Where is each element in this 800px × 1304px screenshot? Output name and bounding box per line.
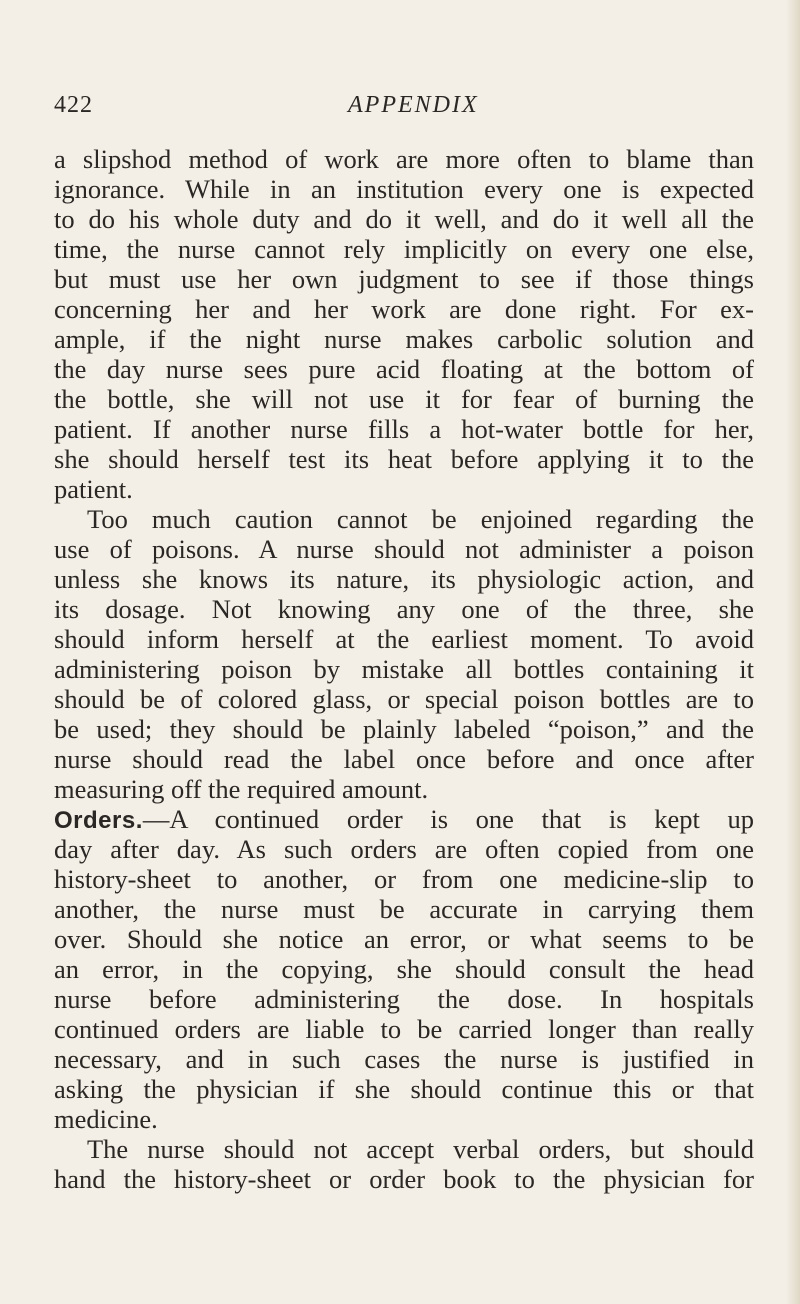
text-line: ignorance. While in an institution every one is expected bbox=[54, 174, 754, 204]
text-line: concerning her and her work are done right. For ex- bbox=[54, 294, 754, 324]
text-line: Too much caution cannot be enjoined regarding the bbox=[87, 504, 754, 534]
text-line: its dosage. Not knowing any one of the three, she bbox=[54, 594, 754, 624]
text-line: a slipshod method of work are more often to blame than bbox=[54, 144, 754, 174]
body-text bbox=[54, 144, 754, 1194]
page-edge-shadow bbox=[786, 0, 800, 1304]
text-line: another, the nurse must be accurate in carrying them bbox=[54, 894, 754, 924]
text-line: she should herself test its heat before applying it to the bbox=[54, 444, 754, 474]
running-head: APPENDIX bbox=[348, 92, 479, 118]
text-line: day after day. As such orders are often copied from one bbox=[54, 834, 754, 864]
text-line: necessary, and in such cases the nurse is justified in bbox=[54, 1044, 754, 1074]
text-line: administering poison by mistake all bottles containing it bbox=[54, 654, 754, 684]
text-line: asking the physician if she should continue this or that bbox=[54, 1074, 754, 1104]
text-line: ample, if the night nurse makes carbolic solution and bbox=[54, 324, 754, 354]
text-line: be used; they should be plainly labeled “poison,” and the bbox=[54, 714, 754, 744]
page-number: 422 bbox=[54, 92, 93, 118]
text-line-rest: A continued order is one that is kept up bbox=[169, 804, 754, 834]
text-line: use of poisons. A nurse should not administer a poison bbox=[54, 534, 754, 564]
text-line: to do his whole duty and do it well, and do it well all the bbox=[54, 204, 754, 234]
subhead-orders: Orders. bbox=[54, 807, 143, 834]
text-line: patient. bbox=[54, 474, 133, 504]
text-line: measuring off the required amount. bbox=[54, 774, 429, 804]
text-line: continued orders are liable to be carried longer than really bbox=[54, 1014, 754, 1044]
text-line: the bottle, she will not use it for fear of burning the bbox=[54, 384, 754, 414]
text-line: an error, in the copying, she should consult the head bbox=[54, 954, 754, 984]
text-line: hand the history-sheet or order book to the physician for bbox=[54, 1164, 754, 1194]
text-line: should inform herself at the earliest moment. To avoid bbox=[54, 624, 754, 654]
text-line: nurse should read the label once before and once after bbox=[54, 744, 754, 774]
text-line: the day nurse sees pure acid floating at the bottom of bbox=[54, 354, 754, 384]
text-line: nurse before administering the dose. In hospitals bbox=[54, 984, 754, 1014]
text-line: should be of colored glass, or special poison bottles are to bbox=[54, 684, 754, 714]
text-line-with-subhead bbox=[54, 804, 754, 834]
text-line: over. Should she notice an error, or what seems to be bbox=[54, 924, 754, 954]
text-line: time, the nurse cannot rely implicitly on every one else, bbox=[54, 234, 754, 264]
text-line: patient. If another nurse fills a hot-water bottle for her, bbox=[54, 414, 754, 444]
subhead-dash: — bbox=[142, 804, 170, 834]
text-line: unless she knows its nature, its physiologic action, and bbox=[54, 564, 754, 594]
text-line: history-sheet to another, or from one medicine-slip to bbox=[54, 864, 754, 894]
text-line: but must use her own judgment to see if those things bbox=[54, 264, 754, 294]
page-header bbox=[54, 92, 754, 126]
text-line: medicine. bbox=[54, 1104, 158, 1134]
text-line: The nurse should not accept verbal orders, but should bbox=[87, 1134, 754, 1164]
